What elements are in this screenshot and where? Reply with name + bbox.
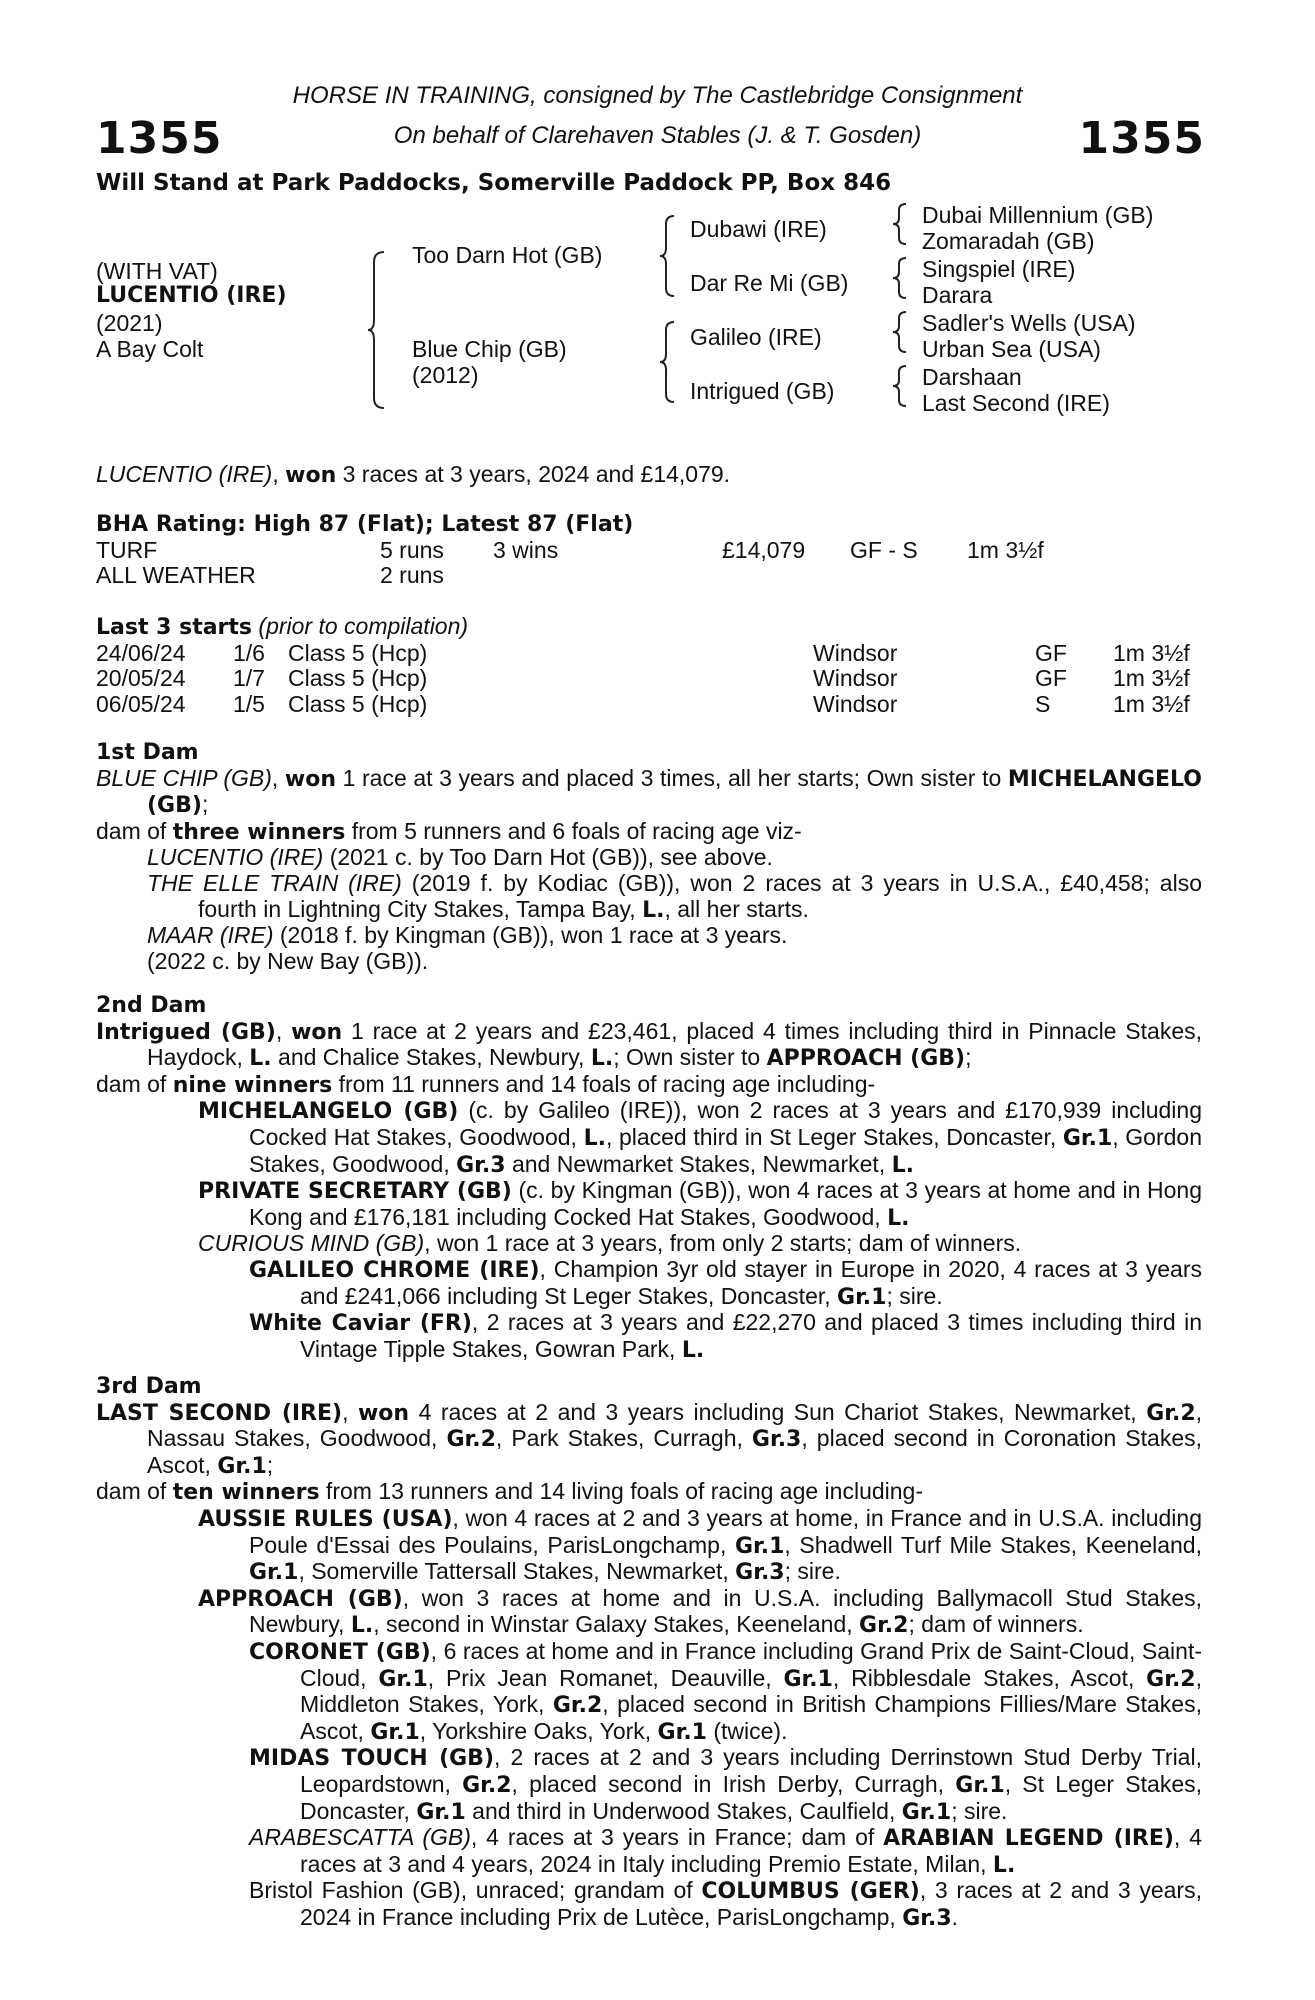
third-dam-section: 3rd Dam LAST SECOND (IRE), won 4 races at 2 and 3 years including Sun Chariot Stakes, Newmarket, Gr.2, Nassau Stakes, Goodwood, Gr.2, Park Stakes, Curragh, Gr.3, placed second in Coronation Stakes, Ascot, Gr.1; dam of ten winners from 13 runners and 14 living foals of racing age including- AUSSIE RULES (USA), won 4 races at 2 and 3 years at home, in France and in U.S.A. including Poule d'Essai des Poulains, ParisLongchamp, Gr.1, Shadwell Turf Mile Stakes, Keeneland, Gr.1, Somerville Tattersall Stakes, Newmarket, Gr.3; sire. APPROACH (GB), won 3 races at home and in U.S.A. including Ballymacoll Stud Stakes, Newbury, L., second in Winstar Galaxy Stakes, Keeneland, Gr.2; dam of winners. CORONET (GB), 6 races at home and in France including Grand Prix de Saint-Cloud, Saint-Cloud, Gr.1, Prix Jean Romanet, Deauville, Gr.1, Ribblesdale Stakes, Ascot, Gr.2, Middleton Stakes, York, Gr.2, placed second in British Champions Fillies/Mare Stakes, Ascot, Gr.1, Yorkshire Oaks, York, Gr.1 (twice). MIDAS TOUCH (GB), 2 races at 2 and 3 years including Derrinstown Stud Derby Trial, Leopardstown, Gr.2, placed second in Irish Derby, Curragh, Gr.1, St Leger Stakes, Doncaster, Gr.1 and third in Underwood Stakes, Caulfield, Gr.1; sire. ARABESCATTA (GB), 4 races at 3 years in France; dam of ARABIAN LEGEND (IRE), 4 races at 3 and 4 years, 2024 in Italy including Premio Estate, Milan, L. Bristol Fashion (GB), unraced; grandam of COLUMBUS (GER), 3 races at 2 and 3 years, 2024 in France including Prix de Lutèce, ParisLongchamp, Gr.3. — [96, 1374, 1203, 1931]
brace-main — [368, 250, 388, 410]
table-row: 06/05/24 1/5 Class 5 (Hcp) Windsor S 1m 3½f — [96, 690, 1190, 717]
list-item: MAAR (IRE) (2018 f. by Kingman (GB)), won 1 race at 3 years. — [147, 922, 788, 949]
gen2-1: Dubawi (IRE) — [690, 216, 827, 242]
second-dam-heading: 2nd Dam — [96, 993, 207, 1018]
gen3-8: Last Second (IRE) — [922, 390, 1110, 416]
dam-name: Blue Chip (GB) — [412, 336, 567, 362]
race-summary: LUCENTIO (IRE), won 3 races at 3 years, 2024 and £14,079. — [96, 461, 731, 488]
lot-number-left: 1355 — [96, 113, 223, 164]
list-item: ARABESCATTA (GB), 4 races at 3 years in France; dam of ARABIAN LEGEND (IRE), 4 races at 3 and 4 years, 2024 in Italy including Premio Estate, Milan, L. — [249, 1824, 1202, 1878]
first-dam-section: 1st Dam BLUE CHIP (GB), won 1 race at 3 years and placed 3 times, all her starts; Own sister to MICHELANGELO (GB); dam of three winners from 5 runners and 6 foals of racing age viz- LUCENTIO (IRE) (2021 c. by Too Darn Hot (GB)), see above. THE ELLE TRAIN (IRE) (2019 f. by Kodiac (GB)), won 2 races at 3 years in U.S.A., £40,458; also fourth in Lightning City Stakes, Tampa Bay, L., all her starts. MAAR (IRE) (2018 f. by Kingman (GB)), won 1 race at 3 years. (2022 c. by New Bay (GB)). — [96, 740, 1202, 974]
list-item: CORONET (GB), 6 races at home and in France including Grand Prix de Saint-Cloud, Saint-Cloud, Gr.1, Prix Jean Romanet, Deauville, Gr.1, Ribblesdale Stakes, Ascot, Gr.2, Middleton Stakes, York, Gr.2, placed second in British Champions Fillies/Mare Stakes, Ascot, Gr.1, Yorkshire Oaks, York, Gr.1 (twice). — [249, 1637, 1202, 1745]
gen3-7: Darshaan — [922, 364, 1022, 390]
list-item: CURIOUS MIND (GB), won 1 race at 3 years, from only 2 starts; dam of winners. — [198, 1230, 1022, 1257]
gen3-2: Zomaradah (GB) — [922, 228, 1095, 254]
gen2-4: Intrigued (GB) — [690, 378, 835, 404]
list-item: LUCENTIO (IRE) (2021 c. by Too Darn Hot (GB)), see above. — [147, 844, 773, 871]
table-row: 20/05/24 1/7 Class 5 (Hcp) Windsor GF 1m 3½f — [96, 665, 1190, 692]
brace-g3-4 — [893, 364, 909, 408]
brace-g3-1 — [893, 202, 909, 246]
gen3-5: Sadler's Wells (USA) — [922, 310, 1136, 336]
list-item: THE ELLE TRAIN (IRE) (2019 f. by Kodiac (GB)), won 2 races at 3 years in U.S.A., £40,458; also fourth in Lightning City Stakes, Tampa Bay, L., all her starts. — [147, 869, 1202, 923]
brace-g3-2 — [893, 256, 909, 300]
foaling-year: (2021) — [96, 310, 163, 336]
brace-sire — [660, 214, 678, 298]
list-item: GALILEO CHROME (IRE), Champion 3yr old stayer in Europe in 2020, 4 races at 3 years and £241,066 including St Leger Stakes, Doncaster, Gr.1; sire. — [249, 1255, 1202, 1310]
list-item: (2022 c. by New Bay (GB)). — [147, 947, 429, 974]
table-row: TURF 5 runs 3 wins £14,079 GF - S 1m 3½f — [96, 536, 1044, 563]
last-starts-section: Last 3 starts (prior to compilation) 24/06/24 1/6 Class 5 (Hcp) Windsor GF 1m 3½f 20/05/24 1/7 Class 5 (Hcp) Windsor GF 1m 3½f 06/05/24 1/5 Class 5 (Hcp) Windsor S 1m 3½f — [96, 613, 1190, 717]
list-item: White Caviar (FR), 2 races at 3 years and £22,270 and placed 3 times including third in Vintage Tipple Stakes, Gowran Park, L. — [249, 1309, 1202, 1363]
table-row: 24/06/24 1/6 Class 5 (Hcp) Windsor GF 1m 3½f — [96, 639, 1190, 666]
rating-table — [96, 538, 1044, 589]
second-dam-section: 2nd Dam Intrigued (GB), won 1 race at 2 years and £23,461, placed 4 times including third in Pinnacle Stakes, Haydock, L. and Chalice Stakes, Newbury, L.; Own sister to APPROACH (GB); dam of nine winners from 11 runners and 14 foals of racing age including- MICHELANGELO (GB) (c. by Galileo (IRE)), won 2 races at 3 years and £170,939 including Cocked Hat Stakes, Goodwood, L., placed third in St Leger Stakes, Doncaster, Gr.1, Gordon Stakes, Goodwood, Gr.3 and Newmarket Stakes, Newmarket, L. PRIVATE SECRETARY (GB) (c. by Kingman (GB)), won 4 races at 3 years at home and in Hong Kong and £176,181 including Cocked Hat Stakes, Goodwood, L. CURIOUS MIND (GB), won 1 race at 3 years, from only 2 starts; dam of winners. GALILEO CHROME (IRE), Champion 3yr old stayer in Europe in 2020, 4 races at 3 years and £241,066 including St Leger Stakes, Doncaster, Gr.1; sire. White Caviar (FR), 2 races at 3 years and £22,270 and placed 3 times including third in Vintage Tipple Stakes, Gowran Park, L. — [96, 993, 1203, 1363]
list-item: AUSSIE RULES (USA), won 4 races at 2 and 3 years at home, in France and in U.S.A. including Poule d'Essai des Poulains, ParisLongchamp, Gr.1, Shadwell Turf Mile Stakes, Keeneland, Gr.1, Somerville Tattersall Stakes, Newmarket, Gr.3; sire. — [198, 1504, 1202, 1586]
list-item: MICHELANGELO (GB) (c. by Galileo (IRE)), won 2 races at 3 years and £170,939 including Cocked Hat Stakes, Goodwood, L., placed third in St Leger Stakes, Doncaster, Gr.1, Gordon Stakes, Goodwood, Gr.3 and Newmarket Stakes, Newmarket, L. — [198, 1097, 1203, 1178]
rating-section — [96, 512, 1202, 589]
lot-number-right: 1355 — [1078, 113, 1205, 164]
horse-description: A Bay Colt — [96, 336, 204, 362]
gen3-3: Singspiel (IRE) — [922, 256, 1076, 282]
sire-name: Too Darn Hot (GB) — [412, 242, 603, 268]
consignor-line: HORSE IN TRAINING, consigned by The Castlebridge Consignment — [292, 82, 1023, 109]
on-behalf-line: On behalf of Clarehaven Stables (J. & T. Gosden) — [393, 122, 922, 149]
gen3-4: Darara — [922, 282, 993, 308]
gen3-1: Dubai Millennium (GB) — [922, 202, 1154, 228]
brace-dam — [660, 320, 678, 404]
vat-note: (WITH VAT) — [96, 258, 218, 284]
list-item: PRIVATE SECRETARY (GB) (c. by Kingman (GB)), won 4 races at 3 years at home and in Hong Kong and £176,181 including Cocked Hat Stakes, Goodwood, L. — [198, 1177, 1202, 1231]
last-starts-table — [96, 641, 1190, 718]
list-item: MIDAS TOUCH (GB), 2 races at 2 and 3 years including Derrinstown Stud Derby Trial, Leopardstown, Gr.2, placed second in Irish Derby, Curragh, Gr.1, St Leger Stakes, Doncaster, Gr.1 and third in Underwood Stakes, Caulfield, Gr.1; sire. — [249, 1744, 1202, 1825]
gen2-2: Dar Re Mi (GB) — [690, 270, 849, 296]
gen2-3: Galileo (IRE) — [690, 324, 822, 350]
list-item: Bristol Fashion (GB), unraced; grandam of COLUMBUS (GER), 3 races at 2 and 3 years, 2024 in France including Prix de Lutèce, ParisLongchamp, Gr.3. — [249, 1877, 1202, 1931]
stand-location: Will Stand at Park Paddocks, Somerville Paddock PP, Box 846 — [96, 170, 892, 196]
gen3-6: Urban Sea (USA) — [922, 336, 1101, 362]
horse-name: LUCENTIO (IRE) — [96, 283, 287, 308]
list-item: APPROACH (GB), won 3 races at home and in U.S.A. including Ballymacoll Stud Stakes, Newbury, L., second in Winstar Galaxy Stakes, Keeneland, Gr.2; dam of winners. — [198, 1584, 1202, 1639]
brace-g3-3 — [893, 310, 909, 354]
rating-title: BHA Rating: High 87 (Flat); Latest 87 (Flat) — [96, 512, 634, 537]
dam-year: (2012) — [412, 362, 479, 388]
third-dam-heading: 3rd Dam — [96, 1374, 202, 1399]
table-row: ALL WEATHER 2 runs — [96, 562, 444, 589]
first-dam-heading: 1st Dam — [96, 740, 199, 765]
